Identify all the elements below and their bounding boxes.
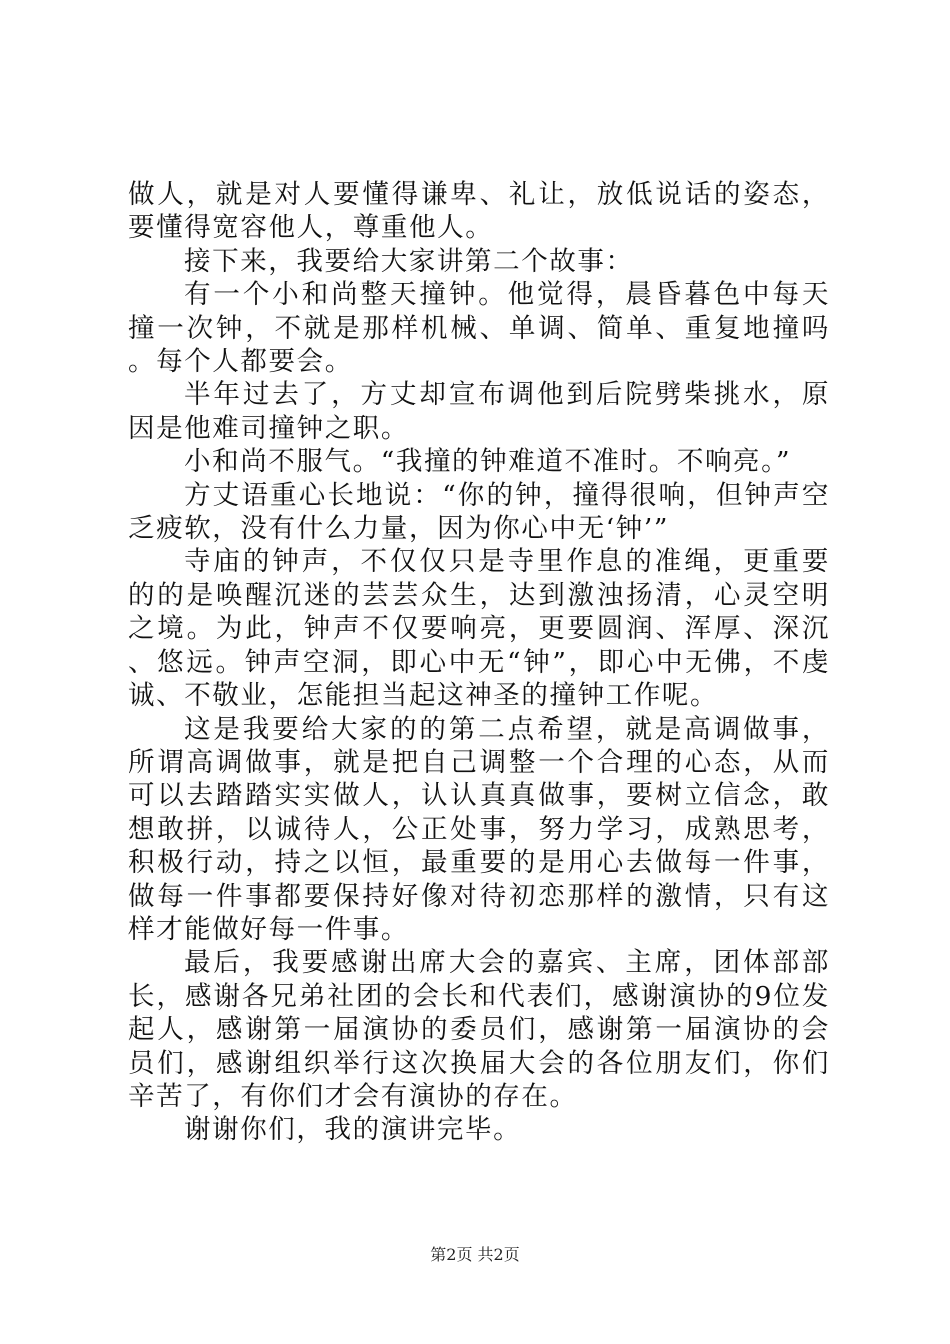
- paragraph-half-year-later: 半年过去了，方丈却宣布调他到后院劈柴挑水，原因是他难司撞钟之职。: [128, 379, 830, 444]
- page-number-footer: 第2页 共2页: [430, 1245, 520, 1264]
- paragraph-temple-bell-meaning: 寺庙的钟声，不仅仅只是寺里作息的准绳，更重要的的是唤醒沉迷的芸芸众生，达到激浊扬清，心灵空明之境。为此，钟声不仅要响亮，更要圆润、浑厚、深沉、悠远。钟声空洞，即心中无“钟”，即心中无佛，不虔诚、不敬业，怎能担当起这神圣的撞钟工作呢。: [128, 546, 830, 712]
- paragraph-thanks: 最后，我要感谢出席大会的嘉宾、主席，团体部部长，感谢各兄弟社团的会长和代表们，感谢演协的9位发起人，感谢第一届演协的委员们，感谢第一届演协的会员们，感谢组织举行这次换届大会的各位朋友们，你们辛苦了，有你们才会有演协的存在。: [128, 947, 830, 1112]
- paragraph-continuation: 做人，就是对人要懂得谦卑、礼让，放低说话的姿态，要懂得宽容他人，尊重他人。: [128, 179, 830, 244]
- paragraph-second-hope: 这是我要给大家的的第二点希望，就是高调做事，所谓高调做事，就是把自己调整一个合理的心态，从而可以去踏踏实实做人，认认真真做事，要树立信念，敢想敢拼，以诚待人，公正处事，努力学习，成熟思考，积极行动，持之以恒，最重要的是用心去做每一件事，做每一件事都要保持好像对待初恋那样的激情，只有这样才能做好每一件事。: [128, 713, 830, 945]
- speech-body: [128, 178, 830, 1147]
- paragraph-young-monk-bell: 有一个小和尚整天撞钟。他觉得，晨昏暮色中每天撞一次钟，不就是那样机械、单调、简单、重复地撞吗。每个人都要会。: [128, 279, 830, 378]
- paragraph-abbot-reply: 方丈语重心长地说：“你的钟，撞得很响，但钟声空乏疲软，没有什么力量，因为你心中无‘钟’”: [128, 479, 830, 545]
- paragraph-second-story-intro: 接下来，我要给大家讲第二个故事：: [184, 245, 634, 277]
- paragraph-closing: 谢谢你们，我的演讲完毕。: [184, 1114, 522, 1146]
- paragraph-monk-protest: 小和尚不服气。“我撞的钟难道不准时。不响亮。”: [184, 446, 792, 478]
